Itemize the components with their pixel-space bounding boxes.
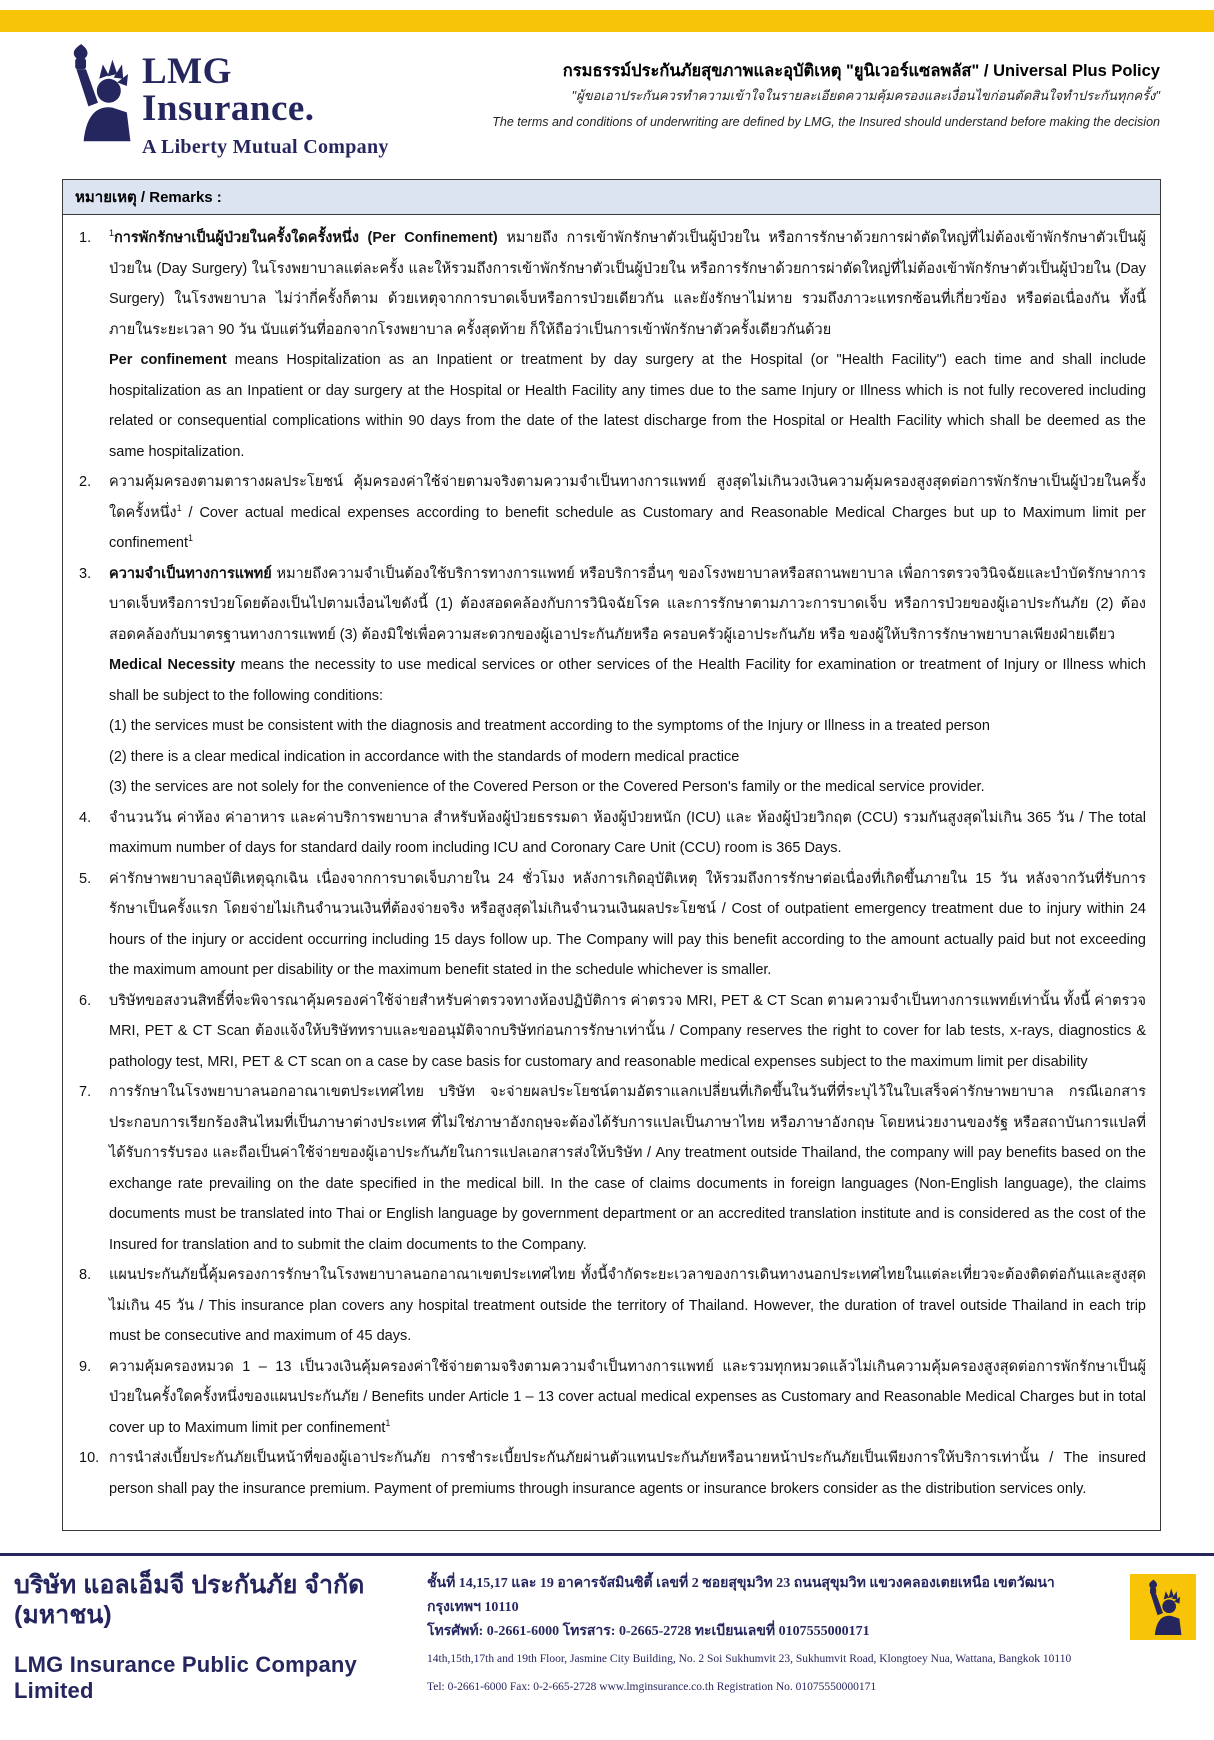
address-th-line1: ชั้นที่ 14,15,17 และ 19 อาคารจัสมินซิตี้ เลขที่ 2 ซอยสุขุมวิท 23 ถนนสุขุมวิท แขวงคลองเตยเหนือ เขตวัฒนา กรุงเทพฯ 10110 (427, 1576, 1055, 1615)
remark-paragraph: ความจำเป็นทางการแพทย์ หมายถึงความจำเป็นต้องใช้บริการทางการแพทย์ หรือบริการอื่นๆ ของโรงพยาบาลหรือสถานพยาบาล เพื่อการตรวจวินิจฉัยและบำบัดรักษาการบาดเจ็บหรือการป่วยโดยต้องเป็นไปตามเงื่อนไขดังนี้ (1) ต้องสอดคล้องกับการวินิจฉัยโรค และการรักษาตามภาวะการบาดเจ็บ หรือการป่วยของผู้เอาประกันภัย (2) ต้องสอดคล้องกับมาตรฐานทางการแพทย์ (3) ต้องมิใช่เพื่อความสะดวกของผู้เอาประกันภัยหรือ ครอบครัวผู้เอาประกันภัย หรือ ของผู้ให้บริการรักษาพยาบาลเพียงฝ่ายเดียว (109, 565, 1146, 643)
remark-item (73, 986, 1146, 1078)
remark-paragraph: $^1$การพักรักษาเป็นผู้ป่วยในครั้งใดครั้งหนึ่ง (Per Confinement) หมายถึง การเข้าพักรักษาตัวเป็นผู้ป่วยใน หรือการรักษาด้วยการผ่าตัดใหญ่ที่ไม่ต้องเข้าพักรักษาตัวเป็นผู้ป่วยใน (Day Surgery) ในโรงพยาบาลแต่ละครั้ง และให้รวมถึงการเข้าพักรักษาตัวเป็นผู้ป่วยใน หรือการรักษาด้วยการผ่าตัดใหญ่ที่ไม่ต้องเข้าพักรักษาตัวเป็นผู้ป่วยใน (Day Surgery) ในโรงพยาบาล ไม่ว่ากี่ครั้งก็ตาม ด้วยเหตุจากการบาดเจ็บหรือการป่วยเดียวกัน และยังรักษาไม่หาย รวมถึงภาวะแทรกซ้อนที่เกี่ยวข้อง หรือต่อเนื่องกัน ทั้งนี้ ภายในระยะเวลา 90 วัน นับแต่วันที่ออกจากโรงพยาบาล ครั้งสุดท้าย ก็ให้ถือว่าเป็นการเข้าพักรักษาตัวครั้งเดียวกันด้วย (109, 228, 1146, 338)
remark-item-number: 2. (79, 474, 92, 490)
remark-item (73, 223, 1146, 467)
address-th-line2: โทรศัพท์: 0-2661-6000 โทรสาร: 0-2665-2728 ทะเบียนเลขที่ 0107555000171 (427, 1624, 870, 1639)
remark-item (73, 1077, 1146, 1260)
statue-of-liberty-icon (62, 40, 134, 144)
top-gold-bar (0, 10, 1214, 32)
remark-item (73, 467, 1146, 559)
remark-paragraph: ค่ารักษาพยาบาลอุบัติเหตุฉุกเฉิน เนื่องจากการบาดเจ็บภายใน 24 ชั่วโมง หลังการเกิดอุบัติเหตุ ให้รวมถึงการรักษาต่อเนื่องที่เกิดขึ้นภายใน 15 วัน หลังจากวันที่รับการรักษาเป็นครั้งแรก โดยจ่ายไม่เกินจำนวนเงินที่ต้องจ่ายจริง หรือสูงสุดไม่เกินจำนวนเงินผลประโยชน์ / Cost of outpatient emergency treatment due to injury within 24 hours of the injury or accident occurring including 15 days follow up. The Company will pay this benefit according to the amount actually paid but not exceeding the maximum amount per disability or the maximum benefit stated in the schedule whichever is smaller. (109, 870, 1146, 978)
remark-paragraph: จำนวนวัน ค่าห้อง ค่าอาหาร และค่าบริการพยาบาล สำหรับห้องผู้ป่วยธรรมดา ห้องผู้ป่วยหนัก (ICU) และ ห้องผู้ป่วยวิกฤต (CCU) รวมกันสูงสุดไม่เกิน 365 วัน / The total maximum number of days for standard daily room including ICU and Coronary Care Unit (CCU) room is 365 Days. (109, 809, 1146, 856)
remarks-list (63, 215, 1160, 1530)
remark-item-number: 10. (79, 1450, 100, 1466)
remark-item-number: 4. (79, 809, 92, 826)
remark-item-content (109, 986, 1146, 1078)
remark-paragraph: การรักษาในโรงพยาบาลนอกอาณาเขตประเทศไทย บริษัท จะจ่ายผลประโยชน์ตามอัตราแลกเปลี่ยนที่เกิดขึ้นในวันที่ที่ระบุไว้ในใบเสร็จค่ารักษาพยาบาล กรณีเอกสารประกอบการเรียกร้องสินไหมที่เป็นภาษาต่างประเทศ ที่ไม่ใช่ภาษาอังกฤษจะต้องได้รับการแปลเป็นภาษาไทย หรือภาษาอังกฤษ โดยหน่วยงานของรัฐ หรือสถาบันการแปลที่ได้รับการรับรอง และถือเป็นค่าใช้จ่ายของผู้เอาประกันภัยในการแปลเอกสารส่งให้บริษัท / Any treatment outside Thailand, the company will pay benefits based on the exchange rate prevailing on the date specified in the medical bill. In the case of claims documents in foreign languages (Non-English language), the claims documents must be translated into Thai or English language by government department or an accredited translation institute and is considered as the cost of the Insured for translation and to submit the claim documents to the Company. (109, 1084, 1146, 1253)
remark-paragraph: บริษัทขอสงวนสิทธิ์ที่จะพิจารณาคุ้มครองค่าใช้จ่ายสำหรับค่าตรวจทางห้องปฏิบัติการ ค่าตรวจ MRI, PET & CT Scan ตามความจำเป็นทางการแพทย์เท่านั้น ทั้งนี้ ค่าตรวจ MRI, PET & CT Scan ต้องแจ้งให้บริษัททราบและขออนุมัติจากบริษัทก่อนการรักษาเท่านั้น / Company reserves the right to cover for lab tests, x-rays, diagnostics & pathology test, MRI, PET & CT scan on a case by case basis for customary and reasonable medical expenses subject to the maximum limit per disability (109, 992, 1146, 1070)
remark-paragraph: การนำส่งเบี้ยประกันภัยเป็นหน้าที่ของผู้เอาประกันภัย การชำระเบี้ยประกันภัยผ่านตัวแทนประกันภัยหรือนายหน้าประกันภัยเป็นเพียงการให้บริการเท่านั้น / The insured person shall pay the insurance premium. Payment of premiums through insurance agents or insurance brokers consider as the distribution services only. (109, 1450, 1146, 1497)
logo-line1: LMG (142, 51, 232, 92)
remark-paragraph: (3) the services are not solely for the convenience of the Covered Person or the Covered Person's family or the medical service provider. (109, 779, 985, 795)
remark-item-content (109, 864, 1146, 986)
logo-subtitle: A Liberty Mutual Company (142, 136, 389, 158)
remark-paragraph: แผนประกันภัยนี้คุ้มครองการรักษาในโรงพยาบาลนอกอาณาเขตประเทศไทย ทั้งนี้จำกัดระยะเวลาของการเดินทางนอกประเทศไทยในแต่ละเที่ยวจะต้องติดต่อกันและสูงสุดไม่เกิน 45 วัน / This insurance plan covers any hospital treatment outside the territory of Thailand. However, the duration of travel outside Thailand in each trip must be consecutive and maximum of 45 days. (109, 1267, 1146, 1344)
footer (0, 1556, 1214, 1704)
remark-paragraph: (2) there is a clear medical indication in accordance with the standards of modern medical practice (109, 748, 740, 765)
remark-paragraph: Per confinement means Hospitalization as an Inpatient or treatment by day surgery at the Hospital (or "Health Facility") each time and shall include hospitalization as an Inpatient or day surgery at the Hospital or Health Facility any times due to the same Injury or Illness which is not fully recovered including related or consequential complications within 90 days from the date of the latest discharge from the Hospital or Health Facility which shall be deemed as the same hospitalization. (109, 352, 1146, 460)
remark-item (73, 1260, 1146, 1352)
footer-logo-square (1130, 1574, 1196, 1640)
remark-item-number: 7. (79, 1084, 92, 1100)
remark-item-content (109, 1077, 1146, 1260)
statue-of-liberty-icon (1141, 1579, 1185, 1635)
remark-paragraph: (1) the services must be consistent with the diagnosis and treatment according to the symptoms of the Injury or Illness in a treated person (109, 718, 990, 734)
document-header (492, 40, 1160, 134)
policy-subtitle-th: "ผู้ขอเอาประกันควรทำความเข้าใจในรายละเอียดความคุ้มครองและเงื่อนไขก่อนตัดสินใจทำประกันทุกครั้ง" (571, 88, 1160, 103)
address-en-line1: 14th,15th,17th and 19th Floor, Jasmine City Building, No. 2 Soi Sukhumvit 23, Sukhumvit Road, Klongtoey Nua, Wattana, Bangkok 10110 (427, 1653, 1072, 1665)
remark-item-content (109, 1260, 1146, 1352)
policy-title: กรมธรรม์ประกันภัยสุขภาพและอุบัติเหตุ "ยูนิเวอร์แซลพลัส" / Universal Plus Policy (562, 62, 1160, 80)
lmg-logo-text (142, 40, 389, 159)
remarks-title: หมายเหตุ / Remarks : (63, 180, 1160, 215)
remark-item-content (109, 467, 1146, 559)
company-name-en: LMG Insurance Public Company Limited (14, 1652, 357, 1703)
address-en-line2: Tel: 0-2661-6000 Fax: 0-2-665-2728 www.lmginsurance.co.th Registration No. 01075550000171 (427, 1681, 877, 1693)
remarks-box (62, 179, 1161, 1531)
remark-paragraph: ความคุ้มครองตามตารางผลประโยชน์ คุ้มครองค่าใช้จ่ายตามจริงตามความจำเป็นทางการแพทย์ สูงสุดไม่เกินวงเงินความคุ้มครองสูงสุดต่อการพักรักษาเป็นผู้ป่วยในครั้งใดครั้งหนึ่ง$^1$ / Cover actual medical expenses according to benefit schedule as Customary and Reasonable Medical Charges but up to Maximum limit per confinement$^1$ (109, 474, 1146, 551)
remark-item-content (109, 559, 1146, 803)
logo-line2: Insurance. (142, 88, 315, 129)
remark-item-number: 6. (79, 992, 92, 1009)
remark-item (73, 1443, 1146, 1504)
remark-item (73, 559, 1146, 803)
remark-item-number: 8. (79, 1267, 92, 1283)
remark-paragraph: Medical Necessity means the necessity to use medical services or other services of the Health Facility for examination or treatment of Injury or Illness which shall be subject to the following conditions: (109, 657, 1146, 704)
remark-item (73, 864, 1146, 986)
remark-item-number: 3. (79, 565, 92, 582)
masthead (0, 32, 1214, 165)
remark-item-content (109, 803, 1146, 864)
remark-item (73, 803, 1146, 864)
remark-paragraph: ความคุ้มครองหมวด 1 – 13 เป็นวงเงินคุ้มครองค่าใช้จ่ายตามจริงตามความจำเป็นทางการแพทย์ และรวมทุกหมวดแล้วไม่เกินความคุ้มครองสูงสุดต่อการพักรักษาเป็นผู้ป่วยในครั้งใดครั้งหนึ่งของแผนประกันภัย / Benefits under Article 1 – 13 cover actual medical expenses as Customary and Reasonable Medical Charges but in total cover up to Maximum limit per confinement$^1$ (109, 1358, 1146, 1436)
remark-item-content (109, 1352, 1146, 1444)
remark-item-number: 5. (79, 870, 92, 887)
lmg-logo (62, 40, 389, 159)
remark-item-content (109, 1443, 1146, 1504)
remark-item-number: 1. (79, 230, 92, 246)
policy-subtitle-en: The terms and conditions of underwriting are defined by LMG, the Insured should understand before making the decision (492, 115, 1160, 129)
footer-address (427, 1570, 1112, 1698)
footer-company (14, 1570, 409, 1704)
remark-item-number: 9. (79, 1358, 92, 1375)
remark-item-content (109, 223, 1146, 467)
company-name-th: บริษัท แอลเอ็มจี ประกันภัย จำกัด (มหาชน) (14, 1571, 365, 1629)
remark-item (73, 1352, 1146, 1444)
